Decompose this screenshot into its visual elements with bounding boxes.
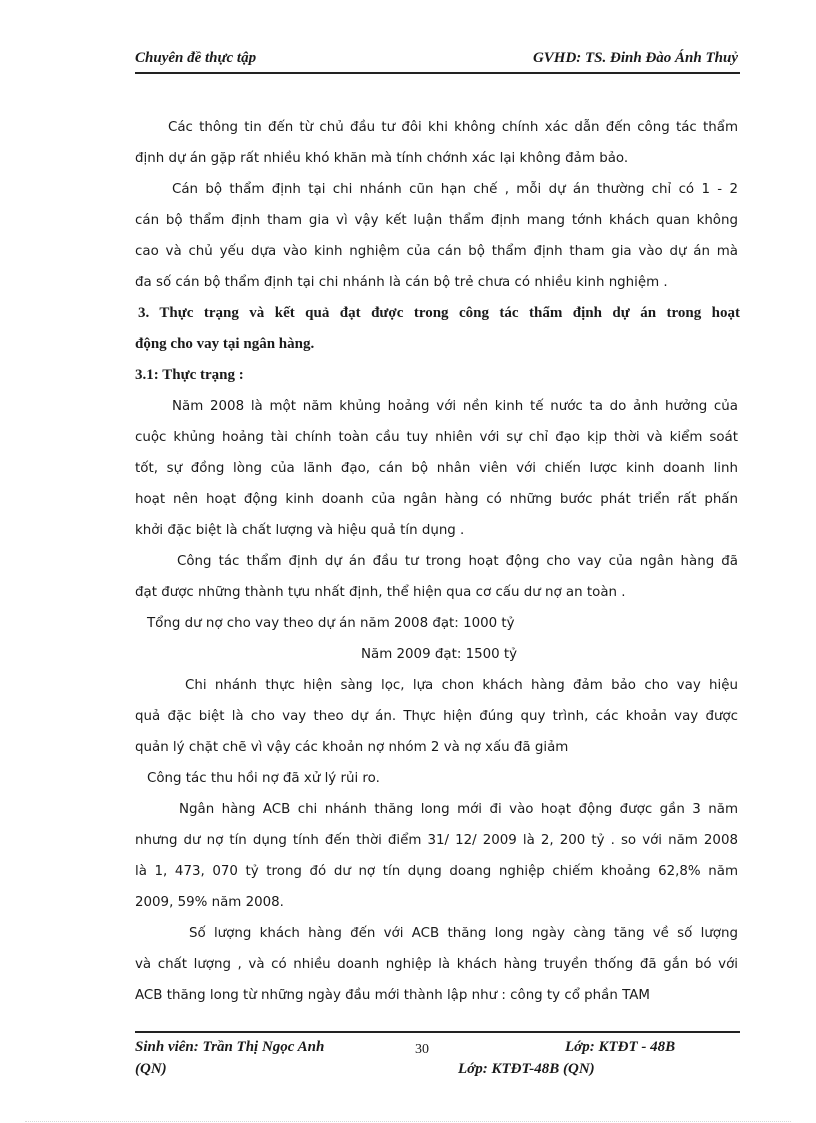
text-line: ACB thăng long từ những ngày đầu mới thành lập như : công ty cổ phần TAM [135, 988, 650, 1003]
footer-divider [135, 1031, 740, 1033]
text-line: Công tác thu hồi nợ đã xử lý rủi ro. [147, 771, 380, 786]
text-line: đạt được những thành tựu nhất định, thể hiện qua cơ cấu dư nợ an toàn . [135, 585, 626, 600]
paragraph [135, 608, 738, 670]
paragraph [135, 670, 738, 794]
text-line: Các thông tin đến từ chủ đầu tư đôi khi không chính xác dẫn đến công tác thẩm [168, 120, 738, 135]
text-line: Năm 2008 là một năm khủng hoảng với nền kinh tế nước ta do ảnh hưởng của [172, 399, 738, 414]
heading-line: 3.1: Thực trạng : [135, 367, 244, 383]
section-heading [135, 298, 740, 360]
footer-student-name: Sinh viên: Trần Thị Ngọc Anh [135, 1039, 325, 1055]
text-line: là 1, 473, 070 tỷ trong đó dư nợ tín dụng doang nghiệp chiếm khoảng 62,8% năm [135, 864, 738, 879]
paragraph [135, 794, 738, 918]
footer-student-cont: (QN) [135, 1061, 167, 1077]
text-line: tốt, sự đồng lòng của lãnh đạo, cán bộ nhân viên với chiến lược kinh doanh linh [135, 461, 738, 476]
header-right-advisor: GVHD: TS. Đinh Đào Ánh Thuỷ [532, 50, 738, 66]
footer-class-1: Lớp: KTĐT - 48B [565, 1039, 676, 1055]
text-line: đa số cán bộ thẩm định tại chi nhánh là cán bộ trẻ chưa có nhiều kinh nghiệm . [135, 275, 668, 290]
paragraph [135, 391, 738, 546]
heading-line: 3. Thực trạng và kết quả đạt được trong công tác thẩm định dự án trong hoạt [138, 305, 740, 321]
text-line: cán bộ thẩm định tham gia vì vậy kết luận thẩm định mang tớnh khách quan không [135, 213, 738, 228]
text-line: quản lý chặt chẽ vì vậy các khoản nợ nhóm 2 và nợ xấu đã giảm [135, 740, 569, 755]
paragraph [135, 918, 738, 1011]
text-line: quả đặc biệt là cho vay theo dự án. Thực hiện đúng quy trình, các khoản vay được [135, 709, 738, 724]
text-line: Số lượng khách hàng đến với ACB thăng long ngày càng tăng về số lượng [189, 926, 738, 941]
footer-student [135, 1036, 324, 1080]
text-line: Công tác thẩm định dự án đầu tư trong hoạt động cho vay của ngân hàng đã [177, 554, 738, 569]
page-bottom-border [25, 1121, 791, 1122]
heading-line: động cho vay tại ngân hàng. [135, 336, 315, 352]
header-left-title: Chuyên đề thực tập [135, 50, 257, 66]
text-line: 2009, 59% năm 2008. [135, 895, 284, 910]
text-line: nhưng dư nợ tín dụng tính đến thời điểm 31/ 12/ 2009 là 2, 200 tỷ . so với năm 2008 [135, 833, 738, 848]
text-line: khởi đặc biệt là chất lượng và hiệu quả tín dụng . [135, 523, 465, 538]
subsection-heading [135, 360, 740, 391]
text-line: và chất lượng , và có nhiều doanh nghiệp là khách hàng truyền thống đã gắn bó với [135, 957, 738, 972]
text-line: Tổng dư nợ cho vay theo dự án năm 2008 đạt: 1000 tỷ [147, 616, 515, 631]
text-line: cao và chủ yếu dựa vào kinh nghiệm của cán bộ thẩm định tham gia vào dự án mà [135, 244, 738, 259]
header-divider [135, 72, 740, 74]
footer-class-2: Lớp: KTĐT-48B (QN) [458, 1061, 595, 1077]
text-line: định dự án gặp rất nhiều khó khăn mà tính chớnh xác lại không đảm bảo. [135, 151, 629, 166]
paragraph [135, 112, 738, 174]
page-number: 30 [415, 1042, 429, 1057]
paragraph [135, 174, 738, 298]
text-line: hoạt nên hoạt động kinh doanh của ngân hàng có những bước phát triển rất phấn [135, 492, 738, 507]
text-line: cuộc khủng hoảng tài chính toàn cầu tuy nhiên với sự chỉ đạo kịp thời và kiểm soát [135, 430, 738, 445]
text-line: Năm 2009 đạt: 1500 tỷ [361, 647, 518, 662]
text-line: Chi nhánh thực hiện sàng lọc, lựa chon khách hàng đảm bảo cho vay hiệu [185, 678, 738, 693]
text-line: Cán bộ thẩm định tại chi nhánh cũn hạn chế , mỗi dự án thường chỉ có 1 - 2 [172, 182, 738, 197]
paragraph [135, 546, 738, 608]
text-line: Ngân hàng ACB chi nhánh thăng long mới đi vào hoạt động được gần 3 năm [179, 802, 738, 817]
